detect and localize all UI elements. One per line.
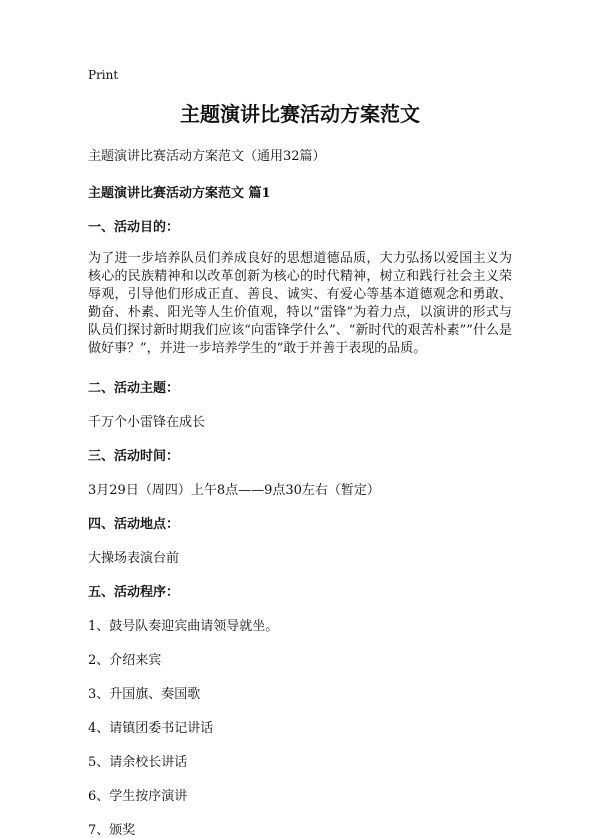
program-item: 3、升国旗、奏国歌 <box>88 687 201 702</box>
section-text: 千万个小雷锋在成长 <box>88 415 206 430</box>
document-subtitle: 主题演讲比赛活动方案范文（通用32篇） <box>88 149 326 164</box>
program-item: 5、请余校长讲话 <box>88 755 188 770</box>
program-item: 4、请镇团委书记讲话 <box>88 721 214 736</box>
section-heading: 四、活动地点： <box>88 517 180 532</box>
section-text: 3月29日（周四）上午8点——9点30左右（暂定） <box>88 483 380 498</box>
section-heading: 三、活动时间： <box>88 449 180 464</box>
section-heading: 五、活动程序： <box>88 585 180 600</box>
section-heading: 二、活动主题： <box>88 381 180 396</box>
section-heading: 一、活动目的： <box>88 220 180 235</box>
article-title: 主题演讲比赛活动方案范文 篇1 <box>88 186 271 201</box>
program-item: 2、介绍来宾 <box>88 653 162 668</box>
section-text: 大操场表演台前 <box>88 551 180 566</box>
program-item: 1、鼓号队奏迎宾曲请领导就坐。 <box>88 619 279 634</box>
program-item: 7、颁奖 <box>88 823 136 838</box>
section-paragraph: 为了进一步培养队员们养成良好的思想道德品质，大力弘扬以爱国主义为核心的民族精神和以改革创新为核心的时代精神，树立和践行社会主义荣辱观，引导他们形成正直、善良、诚实、有爱心等基本道德观念和勇敢、勤奋、朴素、阳光等人生价值观，特以“雷锋”为着力点，以演讲的形式与队员们探讨新时期我们应该“向雷锋学什么”、“新时代的艰苦朴素””什么是做好事？”，并进一步培养学生的“敢于并善于表现的品质。 <box>88 251 512 356</box>
program-item: 6、学生按序演讲 <box>88 789 188 804</box>
document-title: 主题演讲比赛活动方案范文 <box>180 102 420 126</box>
print-label: Print <box>88 68 119 82</box>
